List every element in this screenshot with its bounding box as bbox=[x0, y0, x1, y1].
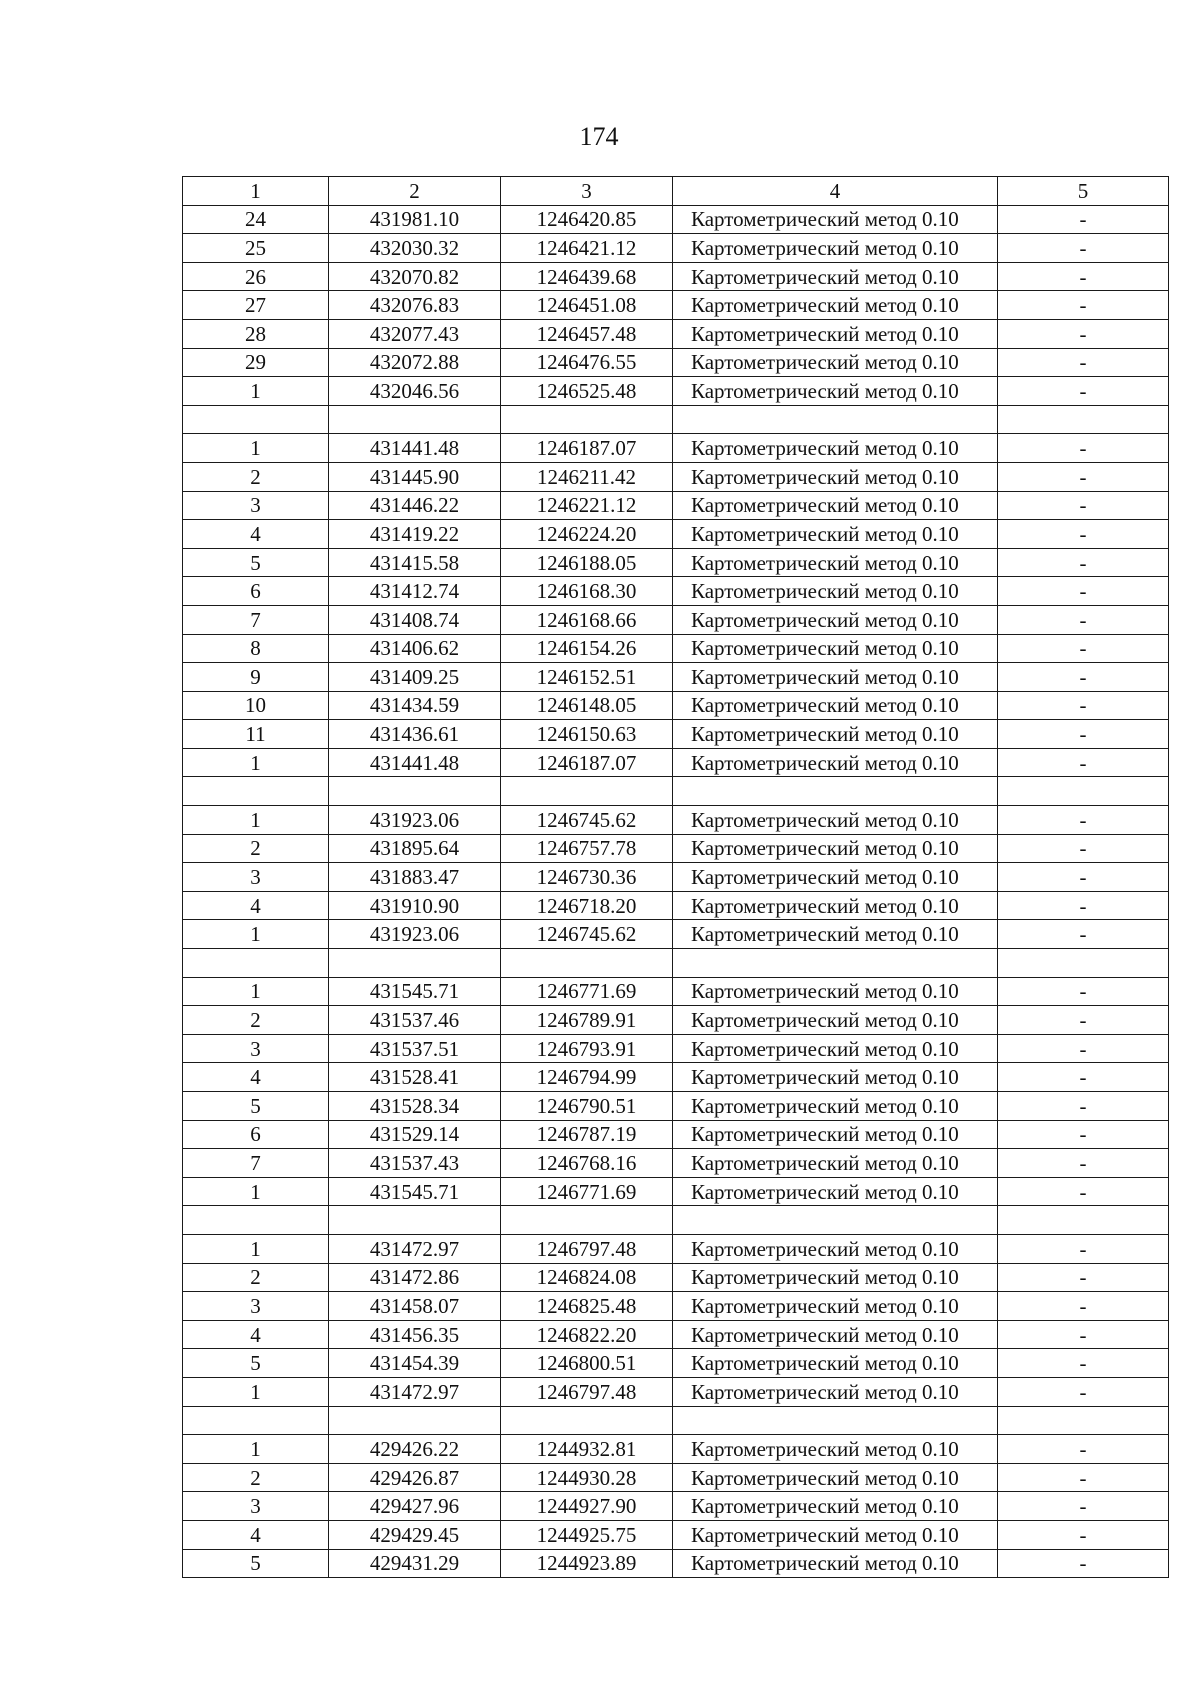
y-coordinate-cell: 1246787.19 bbox=[501, 1120, 673, 1149]
point-number-cell: 4 bbox=[183, 1320, 329, 1349]
y-coordinate-cell: 1246154.26 bbox=[501, 634, 673, 663]
method-cell bbox=[673, 949, 998, 978]
note-cell: - bbox=[998, 891, 1169, 920]
x-coordinate-cell: 431537.43 bbox=[329, 1149, 501, 1178]
x-coordinate-cell: 431445.90 bbox=[329, 462, 501, 491]
note-cell: - bbox=[998, 1435, 1169, 1464]
note-cell: - bbox=[998, 1263, 1169, 1292]
table-row bbox=[183, 977, 1169, 1006]
method-cell: Картометрический метод 0.10 bbox=[673, 1006, 998, 1035]
method-cell: Картометрический метод 0.10 bbox=[673, 1034, 998, 1063]
y-coordinate-cell: 1246797.48 bbox=[501, 1377, 673, 1406]
y-coordinate-cell: 1246457.48 bbox=[501, 319, 673, 348]
y-coordinate-cell: 1246211.42 bbox=[501, 462, 673, 491]
point-number-cell: 1 bbox=[183, 1177, 329, 1206]
note-cell: - bbox=[998, 1292, 1169, 1321]
method-cell: Картометрический метод 0.10 bbox=[673, 806, 998, 835]
table-row bbox=[183, 949, 1169, 978]
point-number-cell: 2 bbox=[183, 462, 329, 491]
table-row bbox=[183, 205, 1169, 234]
table-row bbox=[183, 1120, 1169, 1149]
method-cell: Картометрический метод 0.10 bbox=[673, 548, 998, 577]
note-cell: - bbox=[998, 1063, 1169, 1092]
point-number-cell: 2 bbox=[183, 834, 329, 863]
y-coordinate-cell: 1246451.08 bbox=[501, 291, 673, 320]
x-coordinate-cell: 431529.14 bbox=[329, 1120, 501, 1149]
table-row bbox=[183, 1092, 1169, 1121]
table-row bbox=[183, 1549, 1169, 1578]
method-cell: Картометрический метод 0.10 bbox=[673, 348, 998, 377]
x-coordinate-cell: 432070.82 bbox=[329, 262, 501, 291]
method-cell: Картометрический метод 0.10 bbox=[673, 462, 998, 491]
method-cell bbox=[673, 777, 998, 806]
method-cell: Картометрический метод 0.10 bbox=[673, 234, 998, 263]
table-row bbox=[183, 377, 1169, 406]
y-coordinate-cell: 1246148.05 bbox=[501, 691, 673, 720]
x-coordinate-cell: 432076.83 bbox=[329, 291, 501, 320]
point-number-cell: 4 bbox=[183, 520, 329, 549]
y-coordinate-cell: 1246757.78 bbox=[501, 834, 673, 863]
point-number-cell bbox=[183, 777, 329, 806]
y-coordinate-cell: 1246439.68 bbox=[501, 262, 673, 291]
x-coordinate-cell bbox=[329, 949, 501, 978]
y-coordinate-cell: 1246794.99 bbox=[501, 1063, 673, 1092]
method-cell: Картометрический метод 0.10 bbox=[673, 663, 998, 692]
point-number-cell: 6 bbox=[183, 1120, 329, 1149]
point-number-cell: 1 bbox=[183, 1234, 329, 1263]
x-coordinate-cell: 431441.48 bbox=[329, 748, 501, 777]
note-cell bbox=[998, 1406, 1169, 1435]
y-coordinate-cell: 1246824.08 bbox=[501, 1263, 673, 1292]
table-row bbox=[183, 405, 1169, 434]
method-cell: Картометрический метод 0.10 bbox=[673, 434, 998, 463]
table-row bbox=[183, 1034, 1169, 1063]
table-row bbox=[183, 748, 1169, 777]
x-coordinate-cell: 429431.29 bbox=[329, 1549, 501, 1578]
y-coordinate-cell: 1246168.66 bbox=[501, 605, 673, 634]
note-cell: - bbox=[998, 1549, 1169, 1578]
note-cell: - bbox=[998, 834, 1169, 863]
note-cell: - bbox=[998, 520, 1169, 549]
point-number-cell: 26 bbox=[183, 262, 329, 291]
y-coordinate-cell: 1246797.48 bbox=[501, 1234, 673, 1263]
x-coordinate-cell: 429426.22 bbox=[329, 1435, 501, 1464]
table-row bbox=[183, 1520, 1169, 1549]
x-coordinate-cell: 431454.39 bbox=[329, 1349, 501, 1378]
point-number-cell: 1 bbox=[183, 1435, 329, 1464]
method-cell: Картометрический метод 0.10 bbox=[673, 1492, 998, 1521]
method-cell: Картометрический метод 0.10 bbox=[673, 1549, 998, 1578]
y-coordinate-cell: 1246800.51 bbox=[501, 1349, 673, 1378]
method-cell: Картометрический метод 0.10 bbox=[673, 577, 998, 606]
point-number-cell: 5 bbox=[183, 1349, 329, 1378]
method-cell: Картометрический метод 0.10 bbox=[673, 1292, 998, 1321]
x-coordinate-cell bbox=[329, 405, 501, 434]
method-cell: Картометрический метод 0.10 bbox=[673, 1092, 998, 1121]
x-coordinate-cell: 431472.97 bbox=[329, 1377, 501, 1406]
method-cell: Картометрический метод 0.10 bbox=[673, 1520, 998, 1549]
table-row bbox=[183, 1406, 1169, 1435]
y-coordinate-cell: 1246789.91 bbox=[501, 1006, 673, 1035]
method-cell: Картометрический метод 0.10 bbox=[673, 920, 998, 949]
point-number-cell: 24 bbox=[183, 205, 329, 234]
x-coordinate-cell: 431458.07 bbox=[329, 1292, 501, 1321]
x-coordinate-cell: 431406.62 bbox=[329, 634, 501, 663]
note-cell: - bbox=[998, 1006, 1169, 1035]
x-coordinate-cell: 431895.64 bbox=[329, 834, 501, 863]
table-row bbox=[183, 863, 1169, 892]
x-coordinate-cell: 431446.22 bbox=[329, 491, 501, 520]
point-number-cell: 2 bbox=[183, 1006, 329, 1035]
table-row bbox=[183, 1063, 1169, 1092]
y-coordinate-cell: 1246421.12 bbox=[501, 234, 673, 263]
y-coordinate-cell: 1246221.12 bbox=[501, 491, 673, 520]
method-cell: Картометрический метод 0.10 bbox=[673, 205, 998, 234]
y-coordinate-cell: 1246771.69 bbox=[501, 1177, 673, 1206]
point-number-cell: 1 bbox=[183, 977, 329, 1006]
table-row bbox=[183, 1320, 1169, 1349]
note-cell: - bbox=[998, 720, 1169, 749]
x-coordinate-cell: 431883.47 bbox=[329, 863, 501, 892]
y-coordinate-cell: 1246224.20 bbox=[501, 520, 673, 549]
table-row bbox=[183, 834, 1169, 863]
note-cell: - bbox=[998, 348, 1169, 377]
point-number-cell: 28 bbox=[183, 319, 329, 348]
method-cell: Картометрический метод 0.10 bbox=[673, 520, 998, 549]
y-coordinate-cell: 1246793.91 bbox=[501, 1034, 673, 1063]
y-coordinate-cell bbox=[501, 405, 673, 434]
table-row bbox=[183, 262, 1169, 291]
y-coordinate-cell: 1246790.51 bbox=[501, 1092, 673, 1121]
coordinates-table bbox=[182, 176, 1169, 1578]
method-cell: Картометрический метод 0.10 bbox=[673, 691, 998, 720]
header-col-1: 1 bbox=[183, 177, 329, 206]
table-row bbox=[183, 1349, 1169, 1378]
note-cell: - bbox=[998, 462, 1169, 491]
y-coordinate-cell bbox=[501, 1206, 673, 1235]
note-cell: - bbox=[998, 920, 1169, 949]
point-number-cell: 3 bbox=[183, 1034, 329, 1063]
y-coordinate-cell: 1246745.62 bbox=[501, 920, 673, 949]
y-coordinate-cell bbox=[501, 1406, 673, 1435]
header-col-4: 4 bbox=[673, 177, 998, 206]
point-number-cell: 2 bbox=[183, 1463, 329, 1492]
table-row bbox=[183, 548, 1169, 577]
point-number-cell bbox=[183, 1406, 329, 1435]
point-number-cell: 3 bbox=[183, 1492, 329, 1521]
note-cell bbox=[998, 1206, 1169, 1235]
point-number-cell: 4 bbox=[183, 1063, 329, 1092]
table-header bbox=[183, 177, 1169, 206]
note-cell: - bbox=[998, 1092, 1169, 1121]
point-number-cell: 4 bbox=[183, 891, 329, 920]
note-cell: - bbox=[998, 1377, 1169, 1406]
note-cell: - bbox=[998, 1034, 1169, 1063]
x-coordinate-cell: 431545.71 bbox=[329, 977, 501, 1006]
y-coordinate-cell: 1244925.75 bbox=[501, 1520, 673, 1549]
table-body bbox=[183, 205, 1169, 1578]
point-number-cell: 1 bbox=[183, 920, 329, 949]
point-number-cell: 9 bbox=[183, 663, 329, 692]
point-number-cell: 8 bbox=[183, 634, 329, 663]
note-cell: - bbox=[998, 977, 1169, 1006]
point-number-cell: 1 bbox=[183, 748, 329, 777]
note-cell: - bbox=[998, 1492, 1169, 1521]
table-row bbox=[183, 1263, 1169, 1292]
table-row bbox=[183, 691, 1169, 720]
y-coordinate-cell: 1246525.48 bbox=[501, 377, 673, 406]
point-number-cell bbox=[183, 405, 329, 434]
y-coordinate-cell: 1244923.89 bbox=[501, 1549, 673, 1578]
table-row bbox=[183, 1206, 1169, 1235]
x-coordinate-cell: 432077.43 bbox=[329, 319, 501, 348]
table-row bbox=[183, 434, 1169, 463]
x-coordinate-cell: 431528.34 bbox=[329, 1092, 501, 1121]
method-cell bbox=[673, 1206, 998, 1235]
table-row bbox=[183, 1492, 1169, 1521]
x-coordinate-cell: 429429.45 bbox=[329, 1520, 501, 1549]
y-coordinate-cell: 1246150.63 bbox=[501, 720, 673, 749]
header-col-2: 2 bbox=[329, 177, 501, 206]
table-row bbox=[183, 491, 1169, 520]
point-number-cell: 2 bbox=[183, 1263, 329, 1292]
table-row bbox=[183, 663, 1169, 692]
table-row bbox=[183, 891, 1169, 920]
point-number-cell: 1 bbox=[183, 434, 329, 463]
y-coordinate-cell: 1246187.07 bbox=[501, 748, 673, 777]
method-cell: Картометрический метод 0.10 bbox=[673, 291, 998, 320]
point-number-cell: 5 bbox=[183, 1092, 329, 1121]
y-coordinate-cell: 1246168.30 bbox=[501, 577, 673, 606]
x-coordinate-cell: 432046.56 bbox=[329, 377, 501, 406]
table-row bbox=[183, 234, 1169, 263]
x-coordinate-cell bbox=[329, 777, 501, 806]
note-cell bbox=[998, 405, 1169, 434]
note-cell bbox=[998, 949, 1169, 978]
header-col-3: 3 bbox=[501, 177, 673, 206]
y-coordinate-cell bbox=[501, 949, 673, 978]
table-row bbox=[183, 1149, 1169, 1178]
x-coordinate-cell: 431923.06 bbox=[329, 806, 501, 835]
point-number-cell: 3 bbox=[183, 1292, 329, 1321]
x-coordinate-cell bbox=[329, 1206, 501, 1235]
note-cell: - bbox=[998, 234, 1169, 263]
x-coordinate-cell: 431472.97 bbox=[329, 1234, 501, 1263]
y-coordinate-cell: 1246188.05 bbox=[501, 548, 673, 577]
note-cell: - bbox=[998, 691, 1169, 720]
point-number-cell: 7 bbox=[183, 1149, 329, 1178]
x-coordinate-cell: 431537.51 bbox=[329, 1034, 501, 1063]
header-col-5: 5 bbox=[998, 177, 1169, 206]
note-cell: - bbox=[998, 806, 1169, 835]
y-coordinate-cell: 1246745.62 bbox=[501, 806, 673, 835]
point-number-cell: 10 bbox=[183, 691, 329, 720]
y-coordinate-cell: 1244930.28 bbox=[501, 1463, 673, 1492]
page-number: 174 bbox=[579, 122, 619, 151]
method-cell bbox=[673, 1406, 998, 1435]
table-row bbox=[183, 634, 1169, 663]
method-cell: Картометрический метод 0.10 bbox=[673, 377, 998, 406]
table-row bbox=[183, 1435, 1169, 1464]
note-cell: - bbox=[998, 434, 1169, 463]
y-coordinate-cell bbox=[501, 777, 673, 806]
y-coordinate-cell: 1246730.36 bbox=[501, 863, 673, 892]
note-cell: - bbox=[998, 1320, 1169, 1349]
x-coordinate-cell: 432030.32 bbox=[329, 234, 501, 263]
table-row bbox=[183, 1177, 1169, 1206]
table-row bbox=[183, 462, 1169, 491]
x-coordinate-cell: 431537.46 bbox=[329, 1006, 501, 1035]
method-cell: Картометрический метод 0.10 bbox=[673, 1149, 998, 1178]
note-cell: - bbox=[998, 1520, 1169, 1549]
x-coordinate-cell: 431412.74 bbox=[329, 577, 501, 606]
y-coordinate-cell: 1244932.81 bbox=[501, 1435, 673, 1464]
point-number-cell: 3 bbox=[183, 863, 329, 892]
point-number-cell: 5 bbox=[183, 548, 329, 577]
note-cell: - bbox=[998, 377, 1169, 406]
point-number-cell: 1 bbox=[183, 1377, 329, 1406]
table-row bbox=[183, 319, 1169, 348]
x-coordinate-cell: 431436.61 bbox=[329, 720, 501, 749]
note-cell: - bbox=[998, 491, 1169, 520]
method-cell: Картометрический метод 0.10 bbox=[673, 319, 998, 348]
note-cell: - bbox=[998, 291, 1169, 320]
table-row bbox=[183, 1292, 1169, 1321]
x-coordinate-cell: 431419.22 bbox=[329, 520, 501, 549]
note-cell: - bbox=[998, 1120, 1169, 1149]
note-cell: - bbox=[998, 1177, 1169, 1206]
note-cell bbox=[998, 777, 1169, 806]
point-number-cell: 1 bbox=[183, 806, 329, 835]
method-cell: Картометрический метод 0.10 bbox=[673, 605, 998, 634]
x-coordinate-cell: 431415.58 bbox=[329, 548, 501, 577]
method-cell: Картометрический метод 0.10 bbox=[673, 863, 998, 892]
point-number-cell bbox=[183, 949, 329, 978]
y-coordinate-cell: 1246718.20 bbox=[501, 891, 673, 920]
x-coordinate-cell bbox=[329, 1406, 501, 1435]
table-row bbox=[183, 520, 1169, 549]
method-cell: Картометрический метод 0.10 bbox=[673, 634, 998, 663]
table-row bbox=[183, 577, 1169, 606]
method-cell: Картометрический метод 0.10 bbox=[673, 1234, 998, 1263]
x-coordinate-cell: 431408.74 bbox=[329, 605, 501, 634]
method-cell bbox=[673, 405, 998, 434]
method-cell: Картометрический метод 0.10 bbox=[673, 1063, 998, 1092]
note-cell: - bbox=[998, 262, 1169, 291]
method-cell: Картометрический метод 0.10 bbox=[673, 1320, 998, 1349]
point-number-cell: 29 bbox=[183, 348, 329, 377]
point-number-cell: 4 bbox=[183, 1520, 329, 1549]
note-cell: - bbox=[998, 319, 1169, 348]
method-cell: Картометрический метод 0.10 bbox=[673, 1377, 998, 1406]
point-number-cell: 7 bbox=[183, 605, 329, 634]
y-coordinate-cell: 1246822.20 bbox=[501, 1320, 673, 1349]
method-cell: Картометрический метод 0.10 bbox=[673, 1463, 998, 1492]
method-cell: Картометрический метод 0.10 bbox=[673, 834, 998, 863]
point-number-cell: 11 bbox=[183, 720, 329, 749]
note-cell: - bbox=[998, 1463, 1169, 1492]
note-cell: - bbox=[998, 548, 1169, 577]
x-coordinate-cell: 431456.35 bbox=[329, 1320, 501, 1349]
x-coordinate-cell: 431441.48 bbox=[329, 434, 501, 463]
note-cell: - bbox=[998, 663, 1169, 692]
note-cell: - bbox=[998, 1234, 1169, 1263]
x-coordinate-cell: 429427.96 bbox=[329, 1492, 501, 1521]
y-coordinate-cell: 1246768.16 bbox=[501, 1149, 673, 1178]
x-coordinate-cell: 431472.86 bbox=[329, 1263, 501, 1292]
y-coordinate-cell: 1246420.85 bbox=[501, 205, 673, 234]
x-coordinate-cell: 432072.88 bbox=[329, 348, 501, 377]
method-cell: Картометрический метод 0.10 bbox=[673, 1177, 998, 1206]
point-number-cell: 25 bbox=[183, 234, 329, 263]
y-coordinate-cell: 1246187.07 bbox=[501, 434, 673, 463]
x-coordinate-cell: 431545.71 bbox=[329, 1177, 501, 1206]
table-row bbox=[183, 720, 1169, 749]
point-number-cell bbox=[183, 1206, 329, 1235]
y-coordinate-cell: 1246825.48 bbox=[501, 1292, 673, 1321]
note-cell: - bbox=[998, 748, 1169, 777]
table-row bbox=[183, 348, 1169, 377]
note-cell: - bbox=[998, 863, 1169, 892]
header-row bbox=[183, 177, 1169, 206]
method-cell: Картометрический метод 0.10 bbox=[673, 1349, 998, 1378]
method-cell: Картометрический метод 0.10 bbox=[673, 977, 998, 1006]
table-row bbox=[183, 920, 1169, 949]
x-coordinate-cell: 429426.87 bbox=[329, 1463, 501, 1492]
table-row bbox=[183, 1006, 1169, 1035]
x-coordinate-cell: 431528.41 bbox=[329, 1063, 501, 1092]
point-number-cell: 5 bbox=[183, 1549, 329, 1578]
y-coordinate-cell: 1244927.90 bbox=[501, 1492, 673, 1521]
note-cell: - bbox=[998, 634, 1169, 663]
method-cell: Картометрический метод 0.10 bbox=[673, 262, 998, 291]
method-cell: Картометрический метод 0.10 bbox=[673, 1263, 998, 1292]
point-number-cell: 6 bbox=[183, 577, 329, 606]
table-row bbox=[183, 1234, 1169, 1263]
x-coordinate-cell: 431910.90 bbox=[329, 891, 501, 920]
x-coordinate-cell: 431434.59 bbox=[329, 691, 501, 720]
table-row bbox=[183, 806, 1169, 835]
x-coordinate-cell: 431981.10 bbox=[329, 205, 501, 234]
method-cell: Картометрический метод 0.10 bbox=[673, 491, 998, 520]
table-row bbox=[183, 291, 1169, 320]
table-row bbox=[183, 777, 1169, 806]
table-row bbox=[183, 605, 1169, 634]
method-cell: Картометрический метод 0.10 bbox=[673, 1435, 998, 1464]
point-number-cell: 27 bbox=[183, 291, 329, 320]
note-cell: - bbox=[998, 577, 1169, 606]
method-cell: Картометрический метод 0.10 bbox=[673, 1120, 998, 1149]
method-cell: Картометрический метод 0.10 bbox=[673, 891, 998, 920]
note-cell: - bbox=[998, 1149, 1169, 1178]
x-coordinate-cell: 431409.25 bbox=[329, 663, 501, 692]
x-coordinate-cell: 431923.06 bbox=[329, 920, 501, 949]
point-number-cell: 3 bbox=[183, 491, 329, 520]
note-cell: - bbox=[998, 205, 1169, 234]
method-cell: Картометрический метод 0.10 bbox=[673, 720, 998, 749]
point-number-cell: 1 bbox=[183, 377, 329, 406]
table-row bbox=[183, 1377, 1169, 1406]
note-cell: - bbox=[998, 1349, 1169, 1378]
y-coordinate-cell: 1246476.55 bbox=[501, 348, 673, 377]
y-coordinate-cell: 1246771.69 bbox=[501, 977, 673, 1006]
y-coordinate-cell: 1246152.51 bbox=[501, 663, 673, 692]
table-row bbox=[183, 1463, 1169, 1492]
note-cell: - bbox=[998, 605, 1169, 634]
method-cell: Картометрический метод 0.10 bbox=[673, 748, 998, 777]
